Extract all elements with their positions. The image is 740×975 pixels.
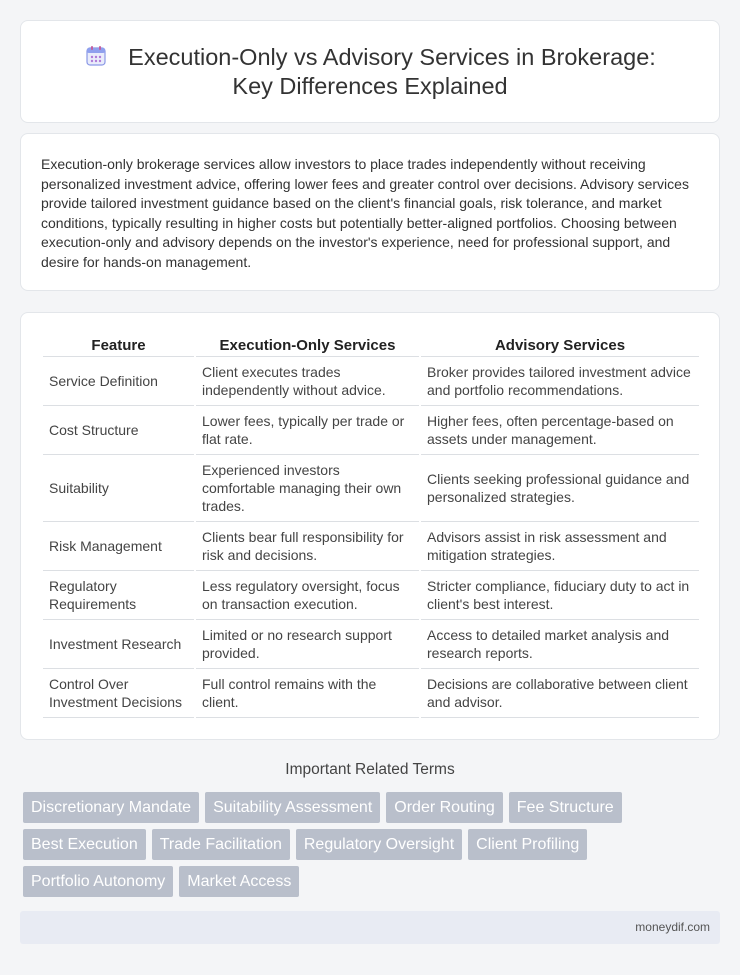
term-tag[interactable]: Order Routing [386,792,503,823]
calendar-icon [84,44,108,68]
advisory-cell: Advisors assist in risk assessment and mitigation strategies. [421,522,699,571]
site-credit[interactable]: moneydif.com [635,920,710,934]
execution-only-cell: Experienced investors comfortable managing their own trades. [196,455,419,522]
term-tag[interactable]: Best Execution [23,829,146,860]
header-advisory: Advisory Services [421,335,699,357]
related-terms-row [23,792,622,823]
table-row [43,406,699,455]
execution-only-cell: Lower fees, typically per trade or flat rate. [196,406,419,455]
feature-cell: Investment Research [43,620,194,669]
advisory-cell: Decisions are collaborative between client and advisor. [421,669,699,718]
related-terms-row [23,829,587,860]
term-tag[interactable]: Trade Facilitation [152,829,290,860]
feature-cell: Cost Structure [43,406,194,455]
term-tag[interactable]: Discretionary Mandate [23,792,199,823]
advisory-cell: Clients seeking professional guidance and personalized strategies. [421,455,699,522]
term-tag[interactable]: Client Profiling [468,829,587,860]
header-feature: Feature [43,335,194,357]
advisory-cell: Higher fees, often percentage-based on assets under management. [421,406,699,455]
page-title: Execution-Only vs Advisory Services in Brokerage: Key Differences Explained [128,44,656,99]
table-row [43,357,699,406]
comparison-table-card [20,312,720,740]
intro-card [20,133,720,291]
feature-cell: Control Over Investment Decisions [43,669,194,718]
table-row [43,669,699,718]
execution-only-cell: Less regulatory oversight, focus on transaction execution. [196,571,419,620]
advisory-cell: Access to detailed market analysis and research reports. [421,620,699,669]
table-row [43,571,699,620]
feature-cell: Risk Management [43,522,194,571]
execution-only-cell: Clients bear full responsibility for risk and decisions. [196,522,419,571]
term-tag[interactable]: Regulatory Oversight [296,829,462,860]
table-row [43,522,699,571]
title-card [20,20,720,123]
term-tag[interactable]: Market Access [179,866,299,897]
related-terms-row [23,866,299,897]
execution-only-cell: Client executes trades independently without advice. [196,357,419,406]
table-row [43,620,699,669]
feature-cell: Service Definition [43,357,194,406]
term-tag[interactable]: Suitability Assessment [205,792,380,823]
advisory-cell: Stricter compliance, fiduciary duty to act in client's best interest. [421,571,699,620]
related-terms-heading: Important Related Terms [285,761,455,778]
term-tag[interactable]: Fee Structure [509,792,622,823]
execution-only-cell: Limited or no research support provided. [196,620,419,669]
feature-cell: Regulatory Requirements [43,571,194,620]
table-row [43,455,699,522]
comparison-table [41,335,701,718]
execution-only-cell: Full control remains with the client. [196,669,419,718]
feature-cell: Suitability [43,455,194,522]
intro-paragraph: Execution-only brokerage services allow investors to place trades independently without receiving personalized investment advice, offering lower fees and greater control over decisions. Advisory services provide tailored investment guidance based on the client's financial goals, risk tolerance, and market conditions, typically resulting in higher costs but potentially better-aligned portfolios. Choosing between execution-only and advisory depends on the investor's experience, need for professional support, and desire for hands-on management. [41,156,689,270]
header-execution-only: Execution-Only Services [196,335,419,357]
footer-bar [20,911,720,944]
table-header-row [43,335,699,357]
advisory-cell: Broker provides tailored investment advice and portfolio recommendations. [421,357,699,406]
term-tag[interactable]: Portfolio Autonomy [23,866,173,897]
